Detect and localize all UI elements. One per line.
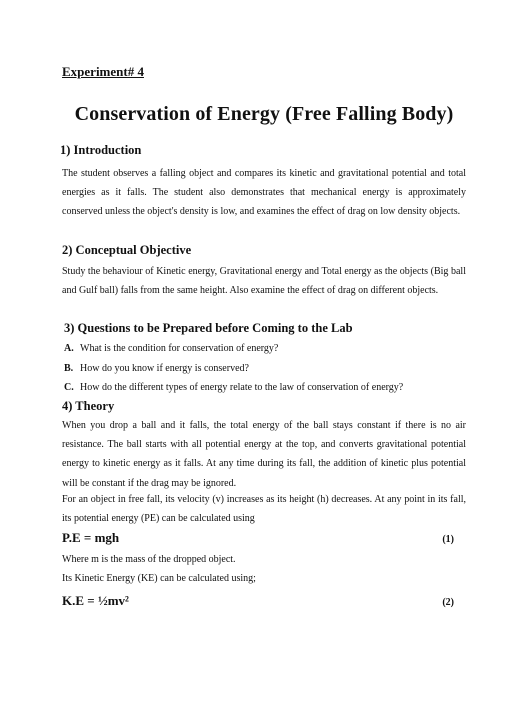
equation-number: (2) [442,597,454,608]
list-item [64,339,403,359]
theory-heading: 4) Theory [62,399,115,413]
questions-list [64,339,403,398]
mass-note: Where m is the mass of the dropped object. [62,554,236,565]
list-item [64,378,403,398]
question-text: How do you know if energy is conserved? [80,362,249,374]
question-letter: A. [64,343,74,354]
questions-heading: 3) Questions to be Prepared before Coming to the Lab [64,321,353,335]
kinetic-energy-equation [62,593,454,613]
theory-paragraph-1: When you drop a ball and it falls, the total energy of the ball stays constant if there is no air resistance. The ball starts with all potential energy at the top, and converts gravitational potential energy to kinetic energy as it falls. At any time during its fall, the addition of kinetic plus potential will be constant if the drag may be ignored. [62,420,466,489]
potential-energy-equation [62,530,454,550]
equation-number: (1) [442,534,454,545]
question-letter: C. [64,382,74,393]
question-text: What is the condition for conservation of energy? [80,343,279,354]
kinetic-energy-note: Its Kinetic Energy (KE) can be calculated using; [62,573,256,584]
introduction-heading: 1) Introduction [60,143,142,157]
experiment-label: Experiment# 4 [62,64,144,79]
list-item [64,359,403,379]
page-title: Conservation of Energy (Free Falling Body) [74,103,454,125]
equation-text: K.E = ½mv² [62,593,129,608]
conceptual-objective-paragraph: Study the behaviour of Kinetic energy, Gravitational energy and Total energy as the objects (Big ball and Gulf ball) falls from the same height. Also examine the effect of drag on different objects. [62,266,466,297]
question-text: How do the different types of energy relate to the law of conservation of energy? [80,382,404,393]
introduction-paragraph: The student observes a falling object and compares its kinetic and gravitational potential and total energies as it falls. The student also demonstrates that mechanical energy is approximately conserved unless the object's density is low, and examines the effect of drag on low density objects. [62,168,466,218]
theory-paragraph-2: For an object in free fall, its velocity (v) increases as its height (h) decreases. At any point in its fall, its potential energy (PE) can be calculated using [62,494,466,525]
conceptual-objective-heading: 2) Conceptual Objective [62,243,192,257]
equation-text: P.E = mgh [62,530,120,545]
question-letter: B. [64,362,74,374]
